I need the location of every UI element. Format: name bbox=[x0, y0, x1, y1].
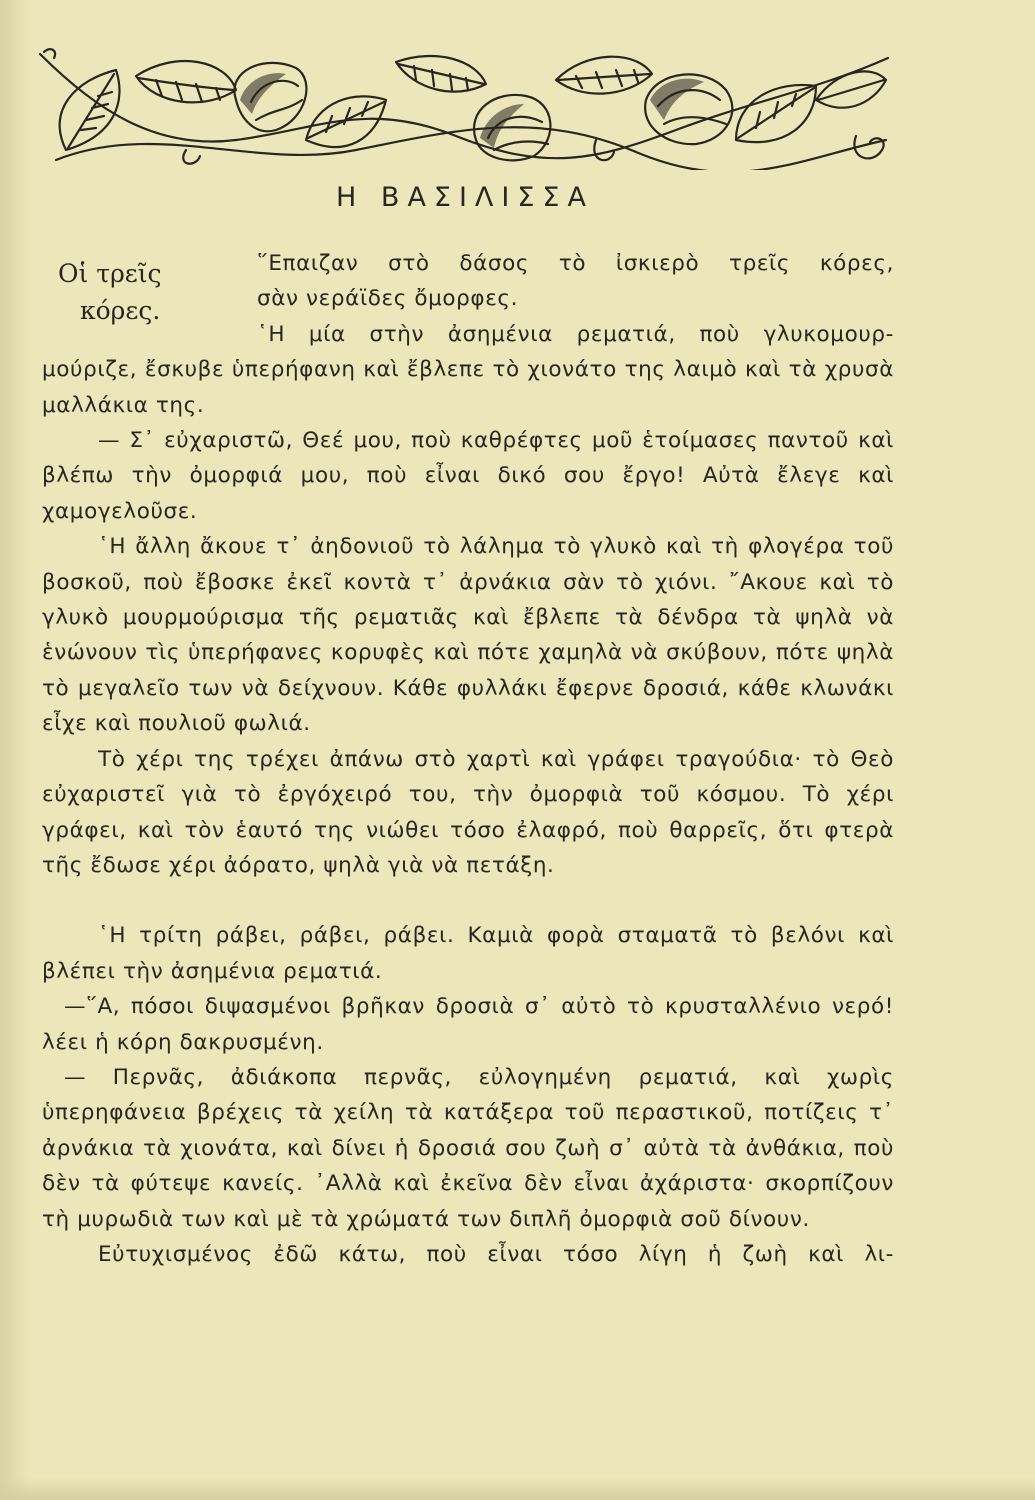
paragraph-5: Τὸ χέρι της τρέχει ἀπάνω στὸ χαρτὶ καὶ γράφει τραγούδια· τὸ Θεὸ εὐχαριστεῖ γιὰ τὸ ἐργόχειρό του, τὴν ὀμορφιὰ τοῦ κόσμου. Τὸ χέρι γράφει, καὶ τὸν ἑαυτό της νιώθει τόσο ἐλαφρό, ποὺ θαρρεῖς, ὅτι φτερὰ τῆς ἔδωσε χέρι ἀόρατο, ψηλὰ γιὰ νὰ πετάξη. bbox=[42, 746, 894, 878]
paragraph-4: ῾Η ἄλλη ἄκουε τ᾿ ἀηδονιοῦ τὸ λάλημα τὸ γλυκὸ καὶ τὴ φλογέρα τοῦ βοσκοῦ, ποὺ ἔβοσκε ἐκεῖ κοντὰ τ᾿ ἀρνάκια σὰν τὸ χιόνι. ῎Ακουε καὶ τὸ γλυκὸ μουρμούρισμα τῆς ρεματιᾶς καὶ ἔβλεπε τὰ δένδρα τὰ ψηλὰ νὰ ἑνώνουν τὶς ὑπερήφανες κορυφὲς καὶ πότε χαμηλὰ νὰ σκύβουν, πότε ψηλὰ τὸ μεγαλεῖο των νὰ δείχνουν. Κάθε φυλλάκι ἔφερνε δροσιά, κάθε κλωνάκι εἶχε καὶ πουλιοῦ φωλιά. bbox=[42, 534, 894, 737]
paragraph-1-line-2: σὰν νεράϊδες ὄμορφες. bbox=[257, 286, 519, 312]
paragraph-8: — Περνᾶς, ἀδιάκοπα περνᾶς, εὐλογημένη ρεματιά, καὶ χωρὶς ὑπερηφάνεια βρέχεις τὰ χείλη τὰ κατάξερα τοῦ περαστικοῦ, ποτίζεις τ᾿ ἀρνάκια τὰ χιονάτα, καὶ δίνει ἡ δροσιά σου ζωὴ σ᾿ αὐτὰ τὰ ἀνθάκια, ποὺ δὲν τὰ φύτεψε κανείς. ᾿Αλλὰ καὶ ἐκεῖνα δὲν εἶναι ἀχάριστα· σκορπίζουν τὴ μυρωδιὰ των καὶ μὲ τὰ χρώματά των διπλῆ ὀμορφιὰ σοῦ δίνουν. bbox=[42, 1064, 894, 1232]
leaf-vine-ornament bbox=[36, 40, 892, 170]
page-title: Η ΒΑΣΙΛΙΣΣΑ bbox=[336, 182, 594, 213]
paragraph-2-line-1: ῾Η μία στὴν ἀσημένια ρεματιά, ποὺ γλυκομουρ- bbox=[257, 321, 894, 347]
paragraph-2: μούριζε, ἔσκυβε ὑπερήφανη καὶ ἔβλεπε τὸ χιονάτο της λαιμὸ καὶ τὰ χρυσὰ μαλλάκια της. bbox=[42, 357, 894, 418]
margin-note-line1: Οἱ τρεῖς bbox=[58, 259, 162, 288]
paragraph-1-line-1: ῞Επαιζαν στὸ δάσος τὸ ἰσκιερὸ τρεῖς κόρες, bbox=[257, 251, 894, 276]
paragraph-6: ῾Η τρίτη ράβει, ράβει, ράβει. Καμιὰ φορὰ σταματᾶ τὸ βελόνι καὶ βλέπει τὴν ἀσημένια ρεματιά. bbox=[42, 923, 894, 984]
margin-note-line2: κόρες. bbox=[80, 296, 161, 325]
page-edge-shadow bbox=[0, 0, 30, 1500]
paragraph-9: Εὐτυχισμένος ἐδῶ κάτω, ποὺ εἶναι τόσο λίγη ἡ ζωὴ καὶ λι- bbox=[98, 1241, 894, 1267]
paragraph-7: —῞Α, πόσοι διψασμένοι βρῆκαν δροσιὰ σ᾿ αὐτὸ τὸ κρυσταλλένιο νερό! λέει ἡ κόρη δακρυσμένη. bbox=[42, 994, 894, 1055]
body-text bbox=[42, 246, 894, 1272]
paragraph-3: — Σ᾿ εὐχαριστῶ, Θεέ μου, ποὺ καθρέφτες μοῦ ἑτοίμασες παντοῦ καὶ βλέπω τὴν ὀμορφιά μου, ποὺ εἶναι δικό σου ἔργο! Αὐτὰ ἔλεγε καὶ χαμογελοῦσε. bbox=[42, 428, 894, 524]
page-bottom-edge bbox=[0, 1478, 1035, 1500]
